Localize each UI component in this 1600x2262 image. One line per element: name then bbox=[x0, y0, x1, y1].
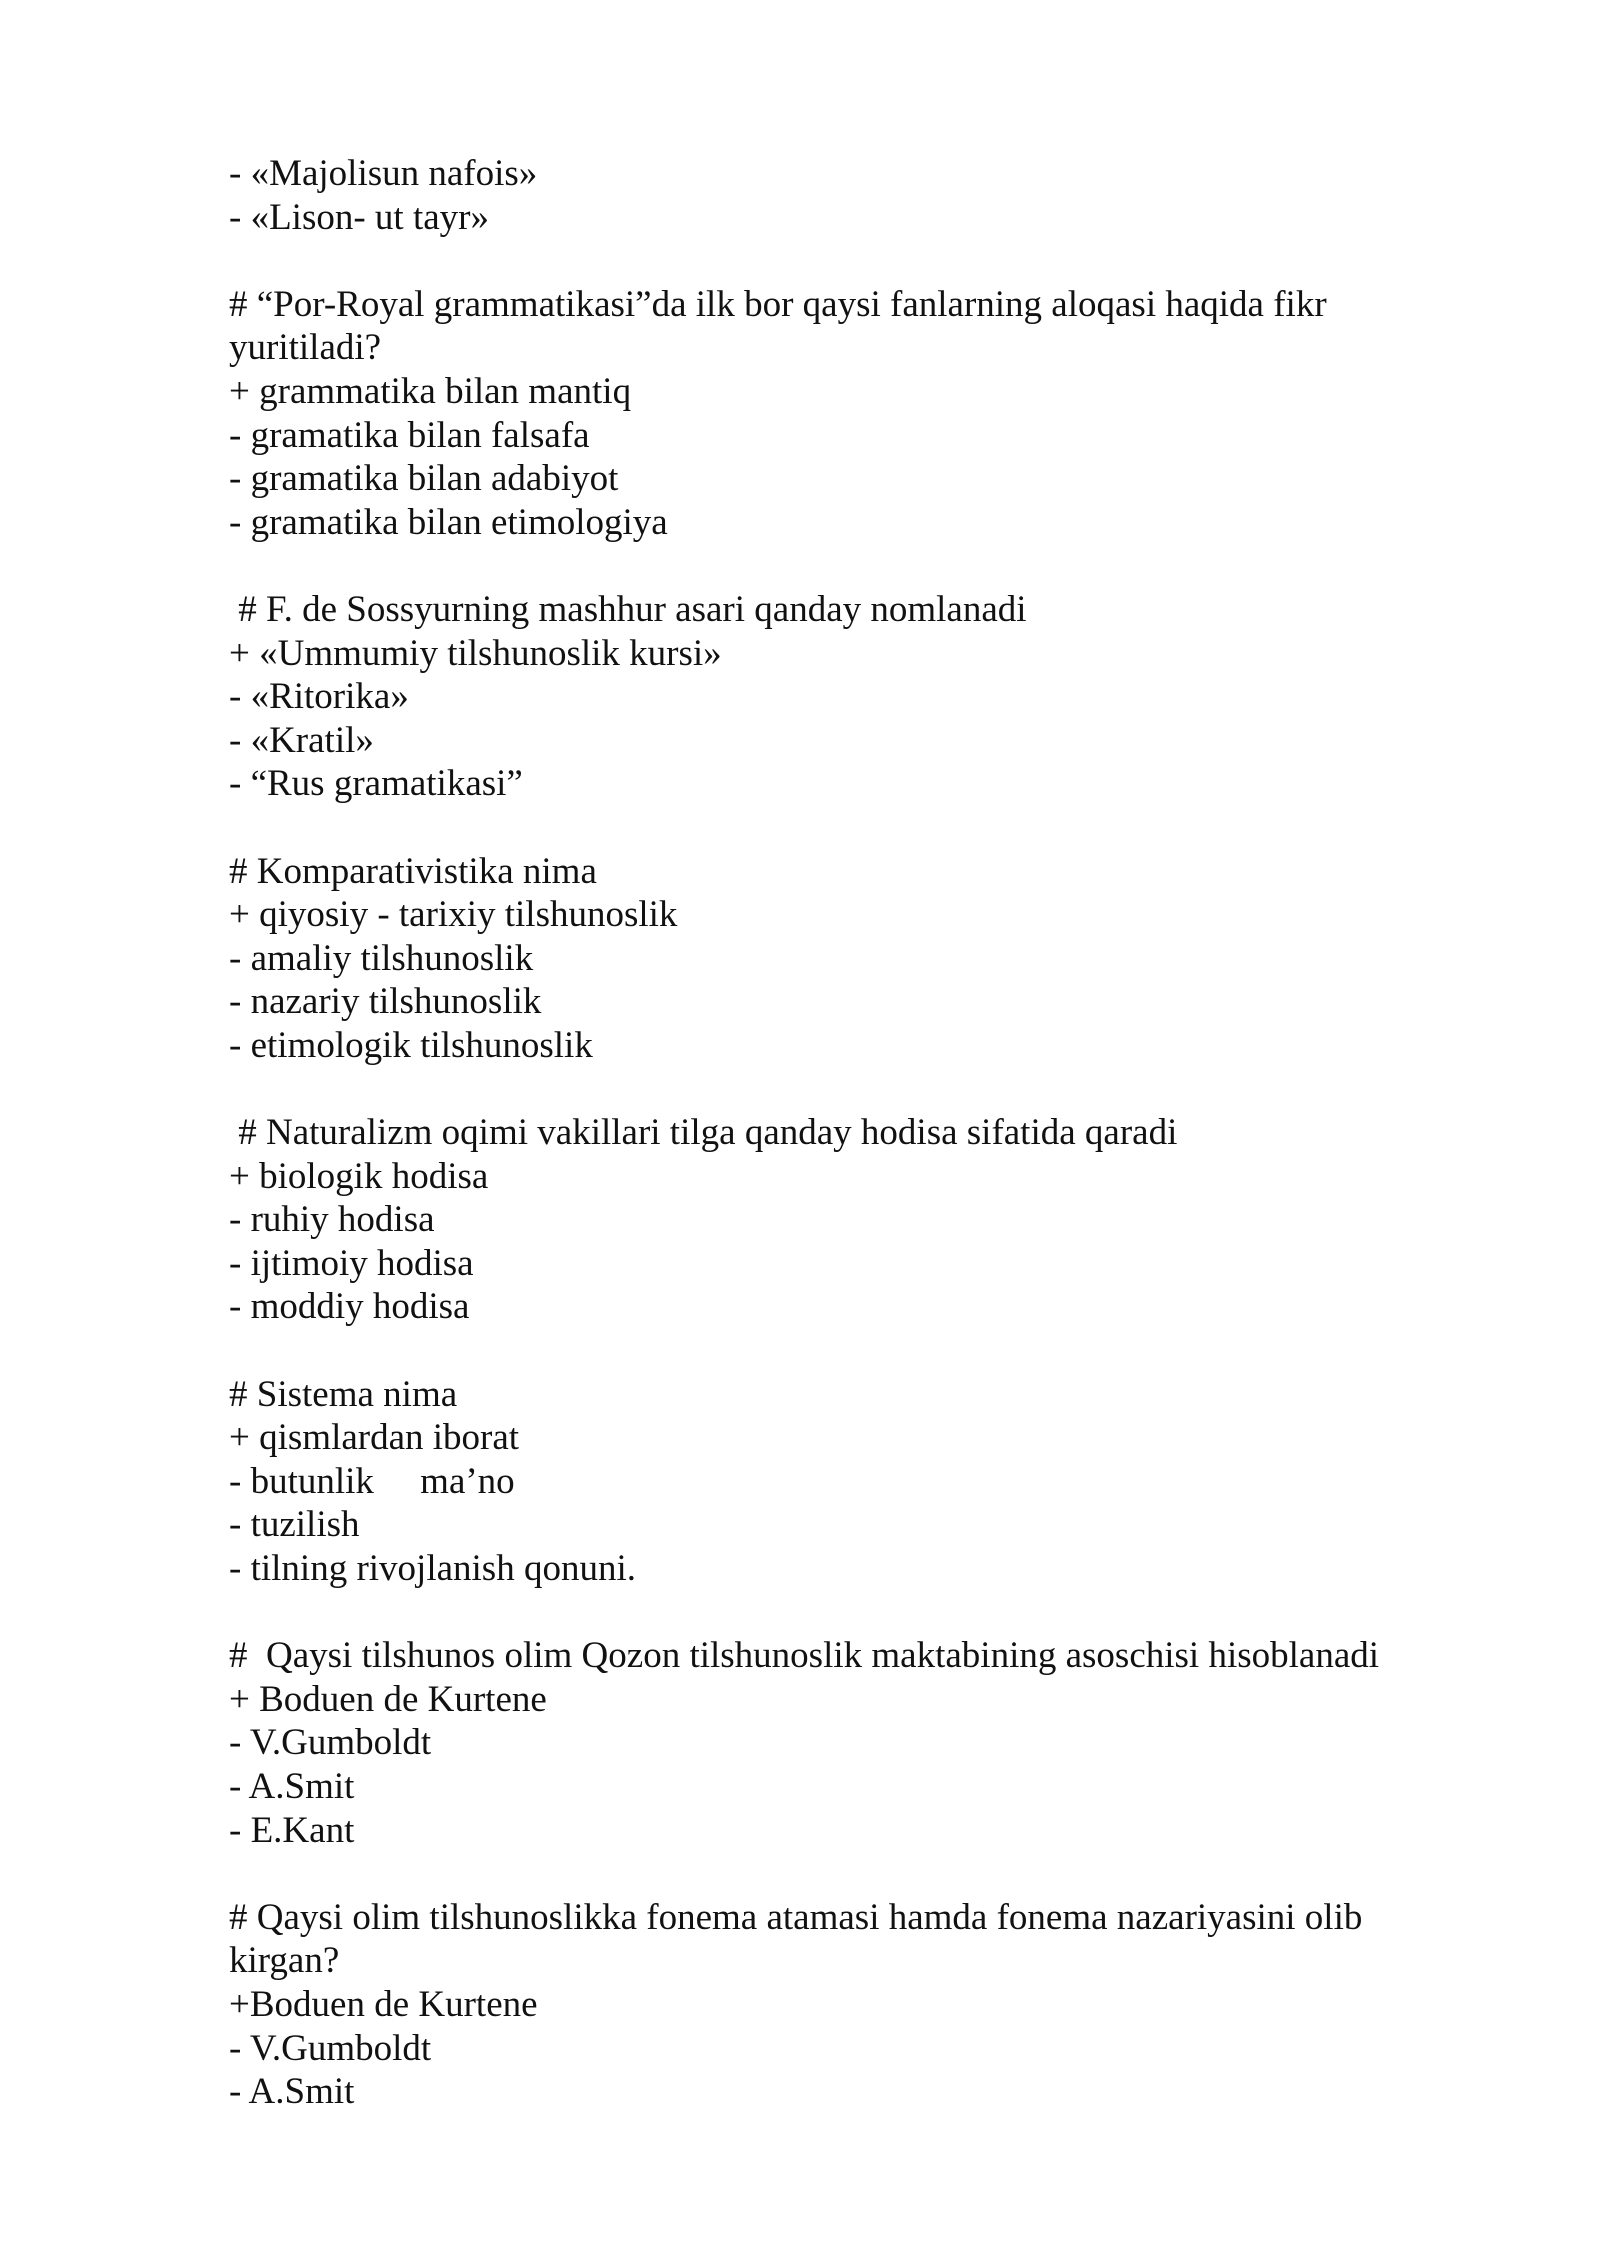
answer-line: - V.Gumboldt bbox=[229, 2027, 432, 2069]
answer-line: + qiyosiy - tarixiy tilshunoslik bbox=[229, 894, 678, 936]
answer-line: + qismlardan iborat bbox=[229, 1417, 520, 1459]
blank-line bbox=[229, 1591, 1479, 1635]
answer-line: + biologik hodisa bbox=[229, 1155, 489, 1197]
blank-line bbox=[229, 544, 1479, 588]
question-line: # Komparativistika nima bbox=[229, 850, 597, 892]
answer-line: - «Kratil» bbox=[229, 719, 374, 761]
question-line: kirgan? bbox=[229, 1940, 340, 1982]
document-page bbox=[229, 152, 1479, 2114]
answer-line: - E.Kant bbox=[229, 1809, 355, 1851]
answer-line: - tuzilish bbox=[229, 1504, 360, 1546]
text-line: - «Lison- ut tayr» bbox=[229, 196, 489, 238]
answer-line: - “Rus gramatikasi” bbox=[229, 763, 523, 805]
answer-line: - amaliy tilshunoslik bbox=[229, 937, 534, 979]
answer-line: - V.Gumboldt bbox=[229, 1722, 432, 1764]
question-line: # “Por-Royal grammatikasi”da ilk bor qaysi fanlarning aloqasi haqida fikr bbox=[229, 283, 1327, 325]
answer-line: - ijtimoiy hodisa bbox=[229, 1242, 474, 1284]
question-line: # Qaysi tilshunos olim Qozon tilshunoslik maktabining asoschisi hisoblanadi bbox=[229, 1635, 1380, 1677]
answer-line: - «Ritorika» bbox=[229, 676, 409, 718]
answer-line: - etimologik tilshunoslik bbox=[229, 1024, 593, 1066]
answer-line: - gramatika bilan etimologiya bbox=[229, 501, 668, 543]
question-line: yuritiladi? bbox=[229, 327, 382, 369]
blank-line bbox=[229, 806, 1479, 850]
answer-line: - gramatika bilan falsafa bbox=[229, 414, 590, 456]
answer-line: - tilning rivojlanish qonuni. bbox=[229, 1548, 636, 1589]
blank-line bbox=[229, 1067, 1479, 1111]
answer-line: - ruhiy hodisa bbox=[229, 1199, 435, 1241]
answer-line: - moddiy hodisa bbox=[229, 1286, 470, 1328]
question-line: # Qaysi olim tilshunoslikka fonema atamasi hamda fonema nazariyasini olib bbox=[229, 1896, 1363, 1938]
answer-line: +Boduen de Kurtene bbox=[229, 1983, 538, 2025]
answer-line: + «Ummumiy tilshunoslik kursi» bbox=[229, 632, 722, 674]
answer-line: - nazariy tilshunoslik bbox=[229, 981, 542, 1023]
answer-line: - A.Smit bbox=[229, 1765, 355, 1807]
answer-line: - A.Smit bbox=[229, 2071, 355, 2113]
answer-line: - butunlik ma’no bbox=[229, 1460, 515, 1502]
question-line: # F. de Sossyurning mashhur asari qanday nomlanadi bbox=[229, 588, 1027, 630]
answer-line: - gramatika bilan adabiyot bbox=[229, 458, 619, 500]
question-line: # Naturalizm oqimi vakillari tilga qanday hodisa sifatida qaradi bbox=[229, 1112, 1178, 1154]
blank-line bbox=[229, 1329, 1479, 1373]
answer-line: + grammatika bilan mantiq bbox=[229, 370, 632, 412]
blank-line bbox=[229, 1852, 1479, 1896]
question-line: # Sistema nima bbox=[229, 1373, 458, 1415]
answer-line: + Boduen de Kurtene bbox=[229, 1678, 547, 1720]
text-line: - «Majolisun nafois» bbox=[229, 153, 538, 194]
blank-line bbox=[229, 239, 1479, 283]
